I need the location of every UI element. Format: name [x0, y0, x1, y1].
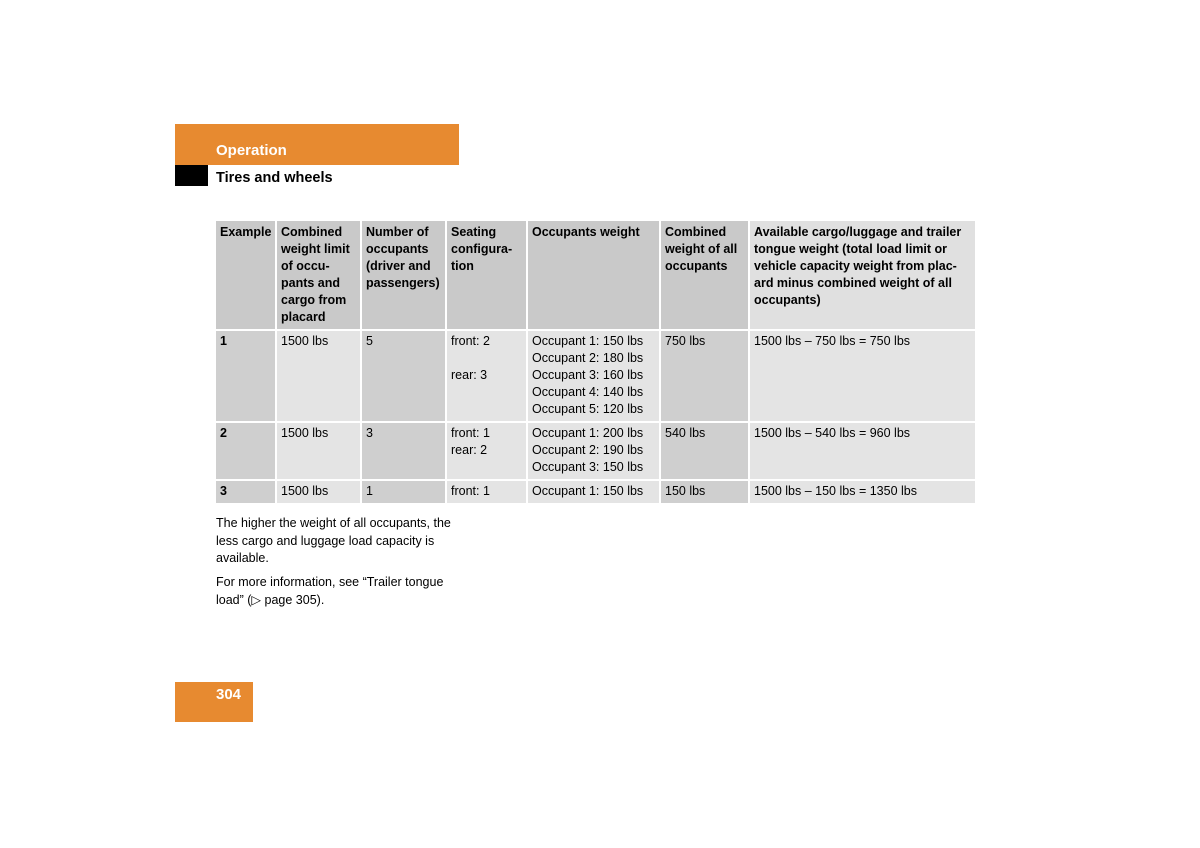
cell-example: 1: [216, 330, 276, 422]
body-paragraph-cross-reference: For more information, see “Trailer tongue load” (▷ page 305).: [216, 575, 444, 607]
cell-example: 3: [216, 480, 276, 504]
page-number-box: [175, 682, 253, 722]
cell-occupants-weight: Occupant 1: 200 lbs Occupant 2: 190 lbs Occupant 3: 150 lbs: [527, 422, 660, 480]
table-row: [216, 422, 976, 480]
col-header-occupants-weight: Occupants weight: [527, 221, 660, 330]
cell-combined-weight: 540 lbs: [660, 422, 749, 480]
cell-available-cargo: 1500 lbs – 150 lbs = 1350 lbs: [749, 480, 976, 504]
col-header-weight-limit: Combined weight limit of occu- pants and cargo from placard: [276, 221, 361, 330]
cell-seating: front: 1 rear: 2: [446, 422, 527, 480]
subsection-title: Tires and wheels: [216, 170, 333, 186]
col-header-available-cargo: Available cargo/luggage and trailer tongue weight (total load limit or vehicle capacity weight from plac- ard minus combined weight of all occupants): [749, 221, 976, 330]
cell-seating: front: 2 rear: 3: [446, 330, 527, 422]
body-paragraph-capacity: The higher the weight of all occupants, the less cargo and luggage load capacity is available.: [216, 516, 451, 565]
cell-occupants-weight: Occupant 1: 150 lbs: [527, 480, 660, 504]
cell-occupants-weight: Occupant 1: 150 lbs Occupant 2: 180 lbs Occupant 3: 160 lbs Occupant 4: 140 lbs Occupant 5: 120 lbs: [527, 330, 660, 422]
cell-available-cargo: 1500 lbs – 750 lbs = 750 lbs: [749, 330, 976, 422]
col-header-example: Example: [216, 221, 276, 330]
col-header-seating: Seating configura- tion: [446, 221, 527, 330]
section-title: Operation: [216, 142, 287, 159]
col-header-occupants: Number of occupants (driver and passengers): [361, 221, 446, 330]
col-header-combined-weight: Combined weight of all occupants: [660, 221, 749, 330]
cell-weight-limit: 1500 lbs: [276, 422, 361, 480]
cell-weight-limit: 1500 lbs: [276, 480, 361, 504]
subsection-marker: [175, 165, 208, 186]
cell-occupants: 5: [361, 330, 446, 422]
cell-available-cargo: 1500 lbs – 540 lbs = 960 lbs: [749, 422, 976, 480]
table-row: [216, 480, 976, 504]
cell-occupants: 3: [361, 422, 446, 480]
page-number: 304: [216, 686, 242, 703]
cell-seating: front: 1: [446, 480, 527, 504]
cell-combined-weight: 750 lbs: [660, 330, 749, 422]
cell-combined-weight: 150 lbs: [660, 480, 749, 504]
load-example-table: [216, 221, 977, 505]
cell-occupants: 1: [361, 480, 446, 504]
cell-weight-limit: 1500 lbs: [276, 330, 361, 422]
table-header-row: [216, 221, 976, 330]
table-row: [216, 330, 976, 422]
cell-example: 2: [216, 422, 276, 480]
